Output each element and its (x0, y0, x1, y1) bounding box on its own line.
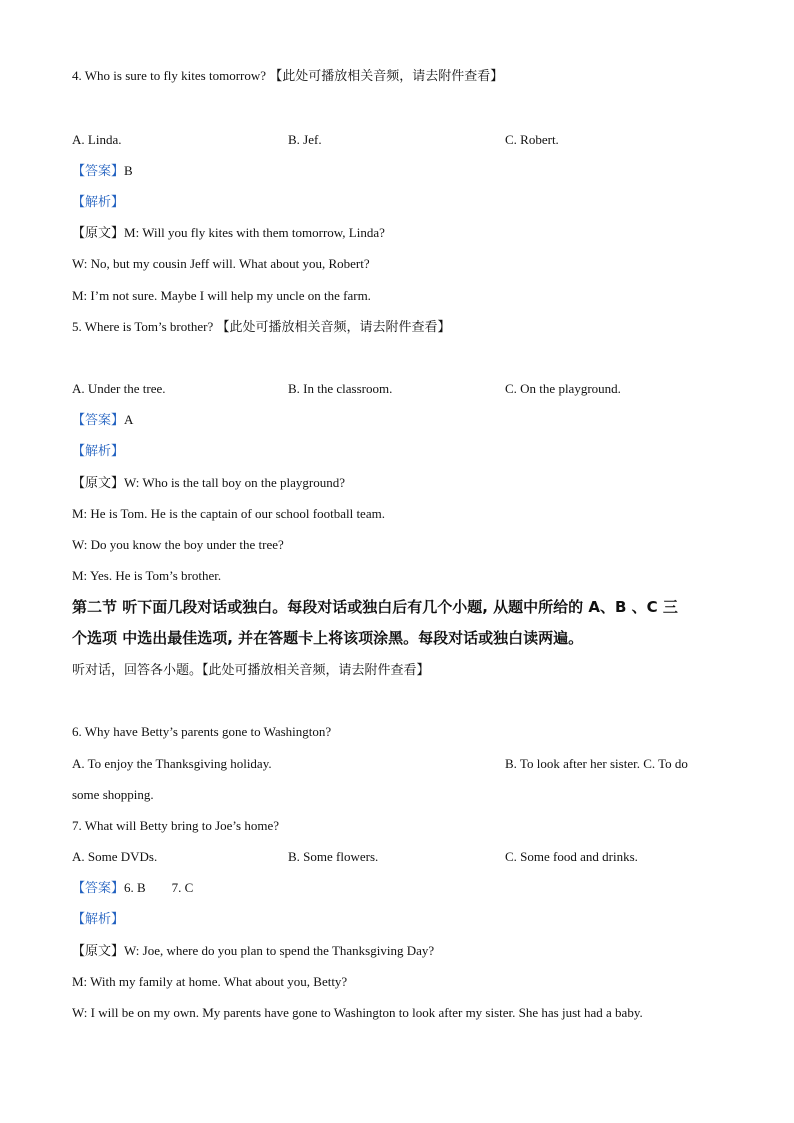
q5-option-c: C. On the playground. (505, 381, 621, 396)
q6-option-b-c: B. To look after her sister. C. To do (505, 756, 688, 771)
answer-value: B (124, 163, 133, 178)
q4-answer (72, 161, 133, 181)
q4-transcript-line-3: M: I’m not sure. Maybe I will help my uncle on the farm. (72, 288, 371, 303)
original-tag: 【原文】 (72, 475, 125, 490)
q6-7-transcript-line-3: W: I will be on my own. My parents have gone to Washington to look after my sister. She has just had a baby. (72, 1005, 643, 1020)
q6-7-transcript-line-2: M: With my family at home. What about you, Betty? (72, 974, 348, 989)
q6-option-c-continued: some shopping. (72, 787, 154, 802)
answer-value: 6. B 7. C (124, 880, 194, 895)
q4-analysis-tag: 【解析】 (72, 194, 125, 209)
answer-tag: 【答案】 (72, 880, 125, 895)
q6-7-transcript-line-1 (72, 941, 434, 961)
q4-transcript-line-1 (72, 223, 385, 243)
transcript-text: W: Who is the tall boy on the playground? (124, 475, 345, 490)
section-2-instruction: 听对话，回答各小题。【此处可播放相关音频，请去附件查看】 (72, 662, 430, 677)
question-4: 4. Who is sure to fly kites tomorrow? 【此处可播放相关音频，请去附件查看】 (72, 68, 504, 83)
q6-7-answer (72, 878, 193, 898)
question-5: 5. Where is Tom’s brother? 【此处可播放相关音频，请去附件查看】 (72, 319, 451, 334)
q5-analysis-tag: 【解析】 (72, 443, 125, 458)
q7-option-c: C. Some food and drinks. (505, 849, 638, 864)
q5-answer (72, 410, 133, 430)
q5-option-a: A. Under the tree. (72, 381, 166, 396)
q5-transcript-line-1 (72, 473, 345, 493)
answer-value: A (124, 412, 134, 427)
q7-option-b: B. Some flowers. (288, 849, 379, 864)
section-2-heading-line-1: 第二节 听下面几段对话或独白。每段对话或独白后有几个小题, 从题中所给的 A、B 、C 三 (72, 598, 678, 616)
question-6: 6. Why have Betty’s parents gone to Washington? (72, 724, 332, 739)
original-tag: 【原文】 (72, 943, 125, 958)
answer-tag: 【答案】 (72, 163, 125, 178)
question-7: 7. What will Betty bring to Joe’s home? (72, 818, 280, 833)
q6-option-a: A. To enjoy the Thanksgiving holiday. (72, 756, 272, 771)
transcript-text: M: Will you fly kites with them tomorrow, Linda? (124, 225, 385, 240)
original-tag: 【原文】 (72, 225, 125, 240)
q5-option-b: B. In the classroom. (288, 381, 393, 396)
q5-transcript-line-4: M: Yes. He is Tom’s brother. (72, 568, 222, 583)
q6-7-analysis-tag: 【解析】 (72, 911, 125, 926)
q4-option-b: B. Jef. (288, 132, 322, 147)
answer-tag: 【答案】 (72, 412, 125, 427)
q5-transcript-line-3: W: Do you know the boy under the tree? (72, 537, 284, 552)
q4-option-c: C. Robert. (505, 132, 559, 147)
q4-transcript-line-2: W: No, but my cousin Jeff will. What about you, Robert? (72, 256, 370, 271)
q5-transcript-line-2: M: He is Tom. He is the captain of our school football team. (72, 506, 385, 521)
q7-option-a: A. Some DVDs. (72, 849, 158, 864)
transcript-text: W: Joe, where do you plan to spend the Thanksgiving Day? (124, 943, 435, 958)
section-2-heading-line-2: 个选项 中选出最佳选项, 并在答题卡上将该项涂黑。每段对话或独白读两遍。 (72, 629, 584, 647)
q4-option-a: A. Linda. (72, 132, 122, 147)
